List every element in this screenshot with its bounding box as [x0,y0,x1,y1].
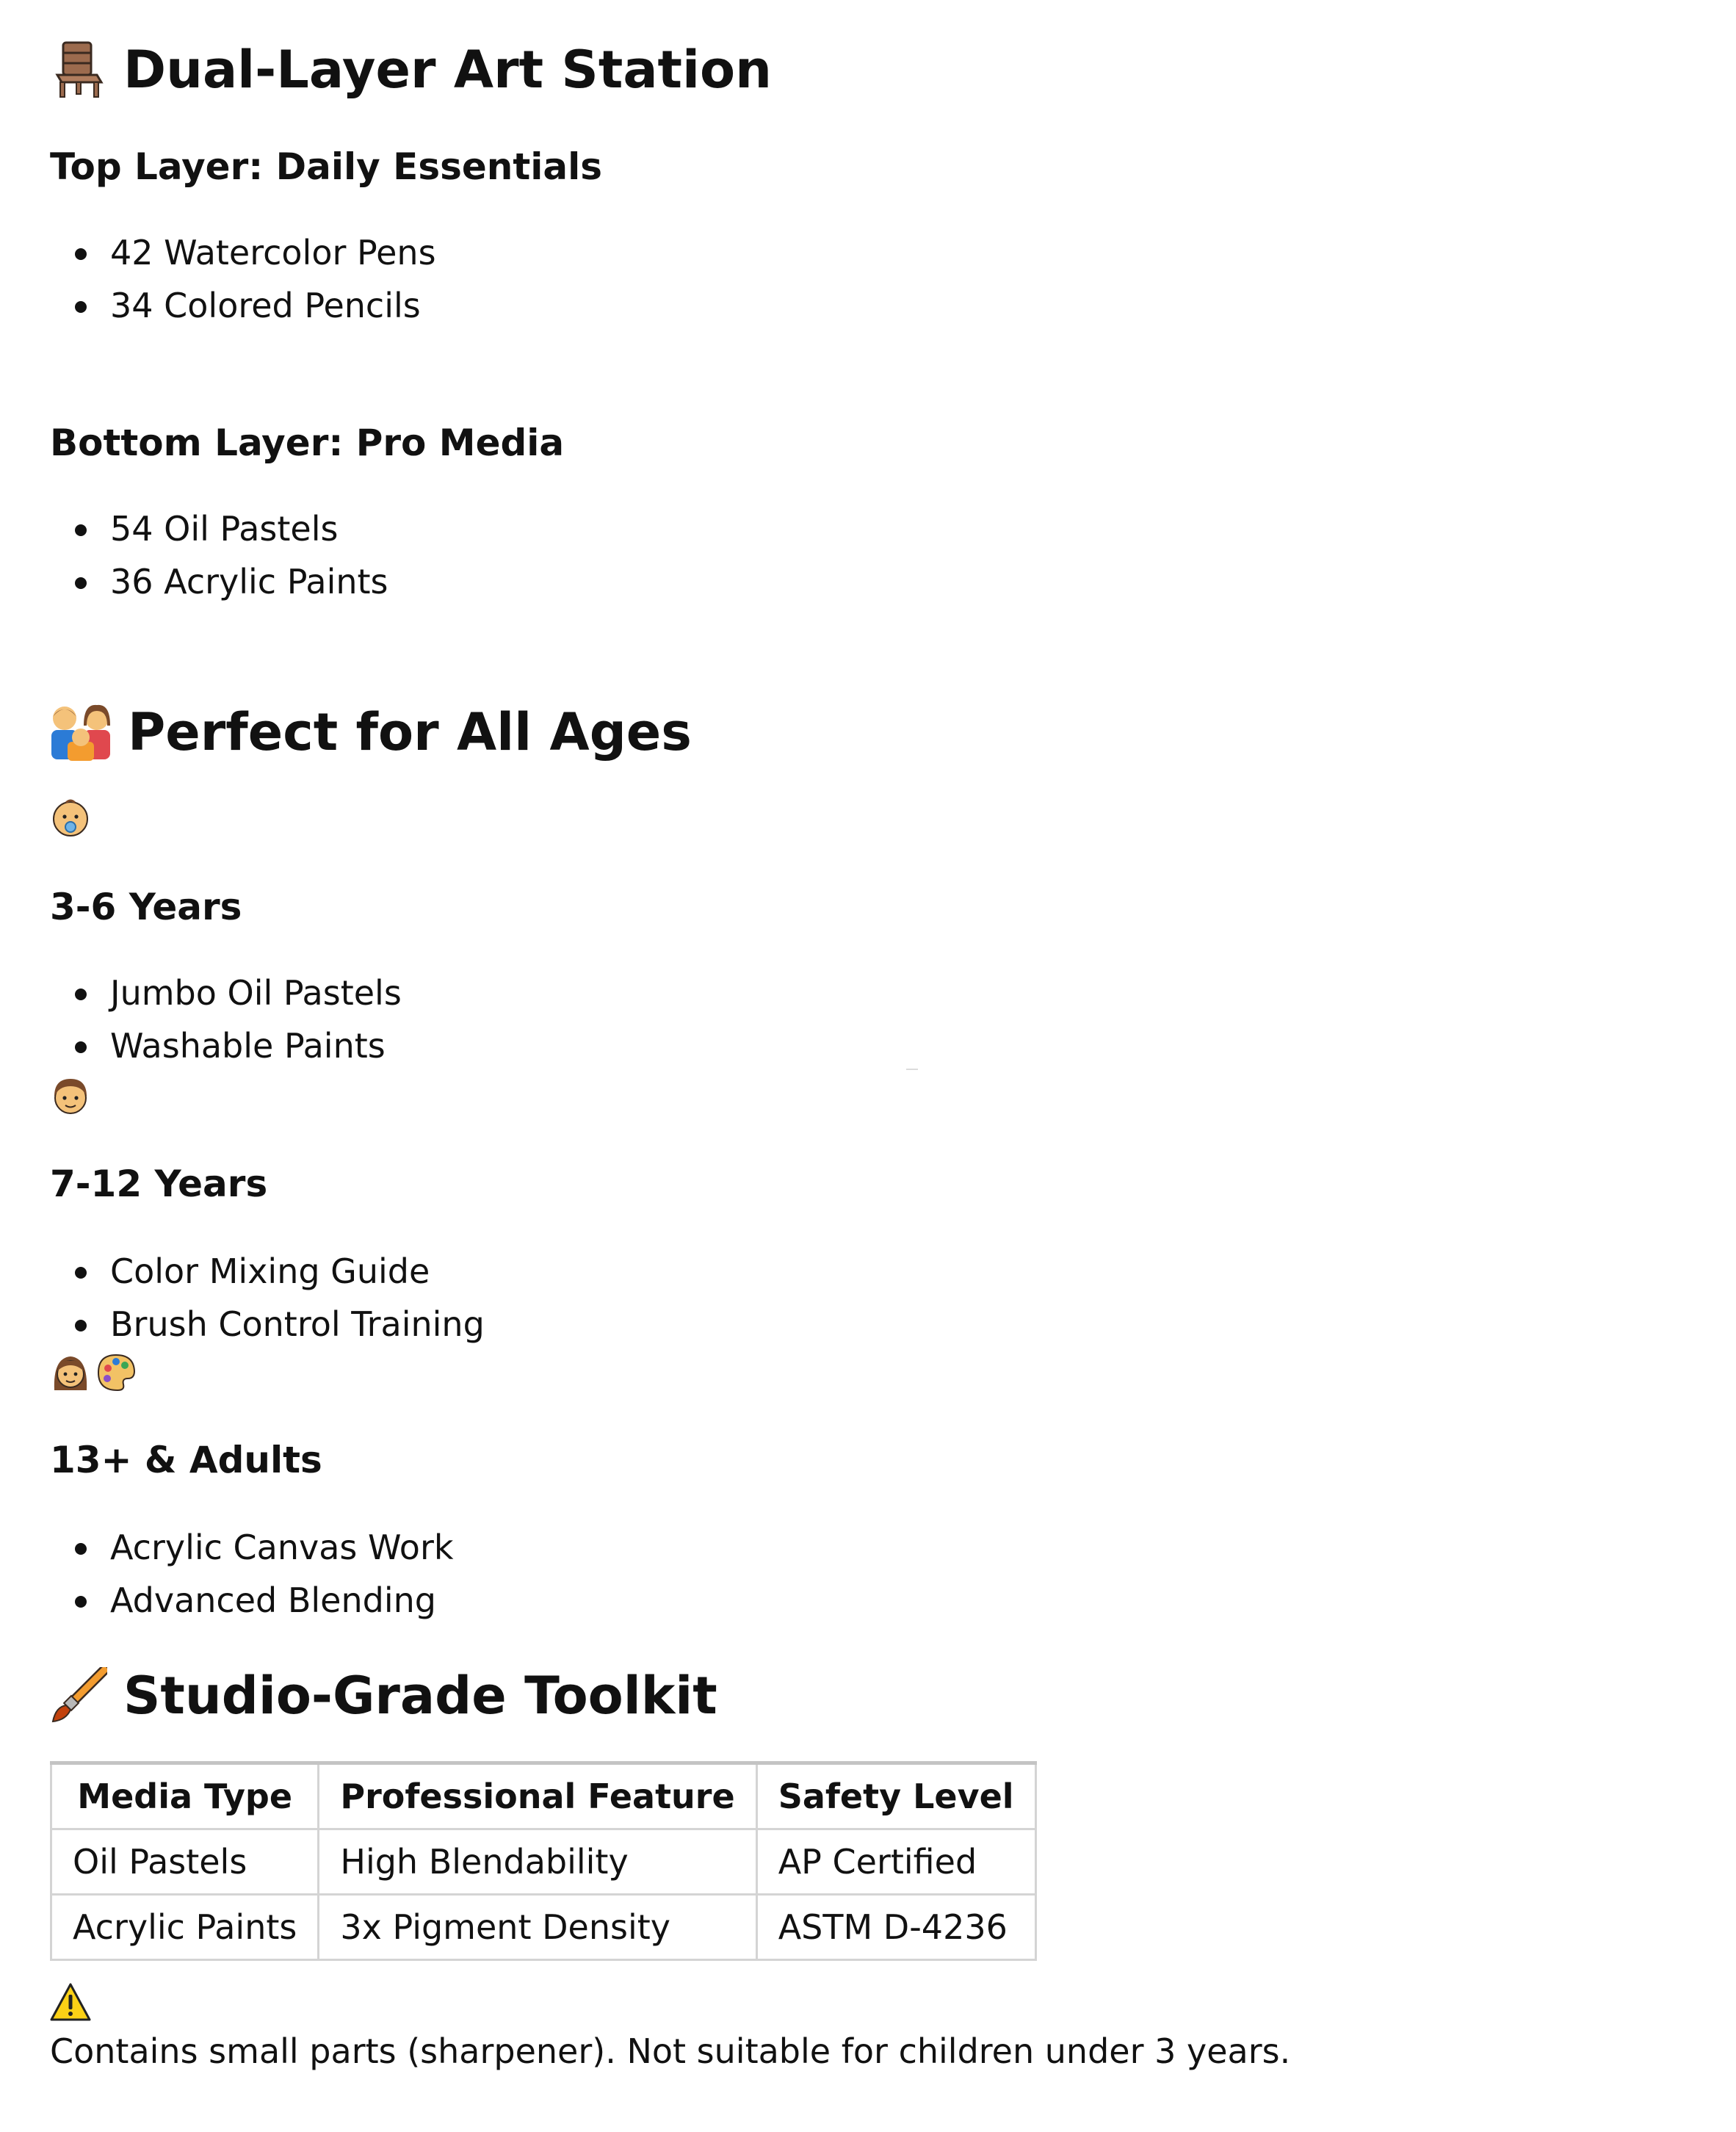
paintbrush-icon [50,1667,107,1724]
column-header: Media Type [51,1763,319,1829]
child-icon [50,1074,91,1116]
column-header: Safety Level [756,1763,1035,1829]
list-item: 36 Acrylic Paints [50,555,388,608]
table-row [51,1829,1036,1895]
list-item: 42 Watercolor Pens [50,226,436,279]
list-item: 54 Oil Pastels [50,502,388,555]
table-cell: ASTM D-4236 [756,1895,1035,1960]
toolkit-heading [50,1667,717,1724]
safety-warning-text: Contains small parts (sharpener). Not suitable for children under 3 years. [50,2031,1291,2071]
person-icon [50,1352,91,1393]
stray-mark [906,1060,918,1063]
list-item: Jumbo Oil Pastels [50,966,402,1019]
toolkit-title: Studio-Grade Toolkit [123,1666,717,1726]
ages-title: Perfect for All Ages [128,702,692,762]
age-group-list [50,1245,485,1351]
table-header-row [51,1763,1036,1829]
table-row [51,1895,1036,1960]
bottom-layer-heading: Bottom Layer: Pro Media [50,422,565,464]
list-item: Washable Paints [50,1019,402,1072]
table-cell: Oil Pastels [51,1829,319,1895]
warning-icon [50,1981,91,2023]
age-group-list [50,966,402,1072]
table-cell: 3x Pigment Density [319,1895,756,1960]
family-icon [50,704,112,761]
station-title: Dual-Layer Art Station [123,40,772,100]
column-header: Professional Feature [319,1763,756,1829]
chair-icon [50,41,107,98]
age-group-icons [50,1074,91,1116]
age-group-heading: 13+ & Adults [50,1439,322,1481]
age-group-list [50,1521,454,1627]
table-cell: Acrylic Paints [51,1895,319,1960]
list-item: 34 Colored Pencils [50,279,436,332]
station-heading [50,41,772,98]
baby-icon [50,797,91,838]
age-group-heading: 3-6 Years [50,886,242,928]
table-cell: AP Certified [756,1829,1035,1895]
age-group-icons [50,797,91,838]
list-item: Brush Control Training [50,1298,485,1351]
age-group-heading: 7-12 Years [50,1163,268,1205]
list-item: Color Mixing Guide [50,1245,485,1298]
bottom-layer-list [50,502,388,608]
list-item: Advanced Blending [50,1574,454,1627]
top-layer-heading: Top Layer: Daily Essentials [50,145,603,188]
ages-heading [50,704,692,761]
table-cell: High Blendability [319,1829,756,1895]
age-group-icons [50,1352,137,1393]
top-layer-list [50,226,436,332]
toolkit-table [50,1761,1037,1961]
palette-icon [95,1352,137,1393]
list-item: Acrylic Canvas Work [50,1521,454,1574]
